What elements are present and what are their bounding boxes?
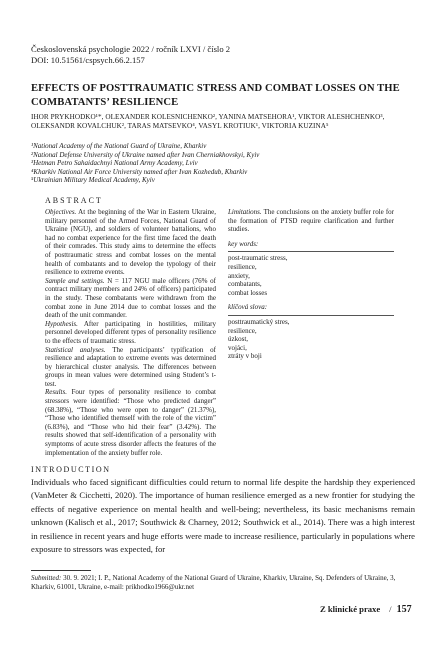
footnote — [31, 574, 421, 592]
keyword: combat losses — [228, 288, 268, 297]
limitations-label: Limitations. — [228, 208, 262, 216]
keyword: resilience, — [228, 262, 257, 271]
doi: DOI: 10.51561/cspsych.66.2.157 — [31, 54, 145, 65]
keyword: ztráty v boji — [228, 352, 262, 361]
affiliation: ³Hetman Petro Sahaidachnyi National Army Academy, Lviv — [31, 159, 198, 168]
keyword: combatants, — [228, 280, 262, 289]
footer-separator: / — [389, 604, 392, 614]
keyword: post-traumatic stress, — [228, 254, 288, 263]
limitations-text: The conclusions on the anxiety buffer role for the formation of PTSD require clarification and further studies. — [228, 208, 394, 234]
affiliation: ²National Defense University of Ukraine named after Ivan Cherniakhovskyi, Kyiv — [31, 150, 260, 159]
results-text: Four types of personality resilience to combat stressors were identified: “Those who predicted danger” (68.38%), “Those who were open to danger” (21.37%), “Those who identified themself with the role of the victim” (6.83%), and “Those who hid their fear” (3.42%). The results showed that self-identification of a personality with symptoms of acute stress disorder affects the features of the implementation of the anxiety buffer role. — [45, 388, 216, 457]
abstract-right-column — [228, 208, 394, 361]
keyword: úzkost, — [228, 335, 249, 344]
objectives-label: Objectives. — [45, 208, 77, 216]
article-title: EFFECTS OF POSTTRAUMATIC STRESS AND COMBAT LOSSES ON THE COMBATANTS’ RESILIENCE — [31, 83, 400, 108]
journal-issue: Československá psychologie 2022 / ročník LXVI / číslo 2 — [31, 44, 231, 54]
statistics-label: Statistical analyses. — [45, 345, 106, 354]
affiliation: ⁵Ukrainian Military Medical Academy, Kyiv — [31, 176, 155, 185]
page-footer — [320, 604, 412, 615]
keyword: vojáci, — [228, 343, 247, 352]
objectives-text: At the beginning of the War in Eastern Ukraine, military personnel of the Armed Forces, National Guard of Ukraine (NGU), and soldiers of volunteer battalions, who had no combat experience for the first time faced the death of their comrades. This study aims to determine the effects of posttraumatic stress and combat losses on the mental health of combatants and to develop the typology of their resilience to extreme events. — [45, 208, 216, 277]
section-name: Z klinické praxe — [320, 604, 381, 614]
abstract-statistics — [45, 346, 216, 389]
sample-text: N = 117 NGU male officers (76% of contract military members and 24% of officers) participated in the study. These combatants were withdrawn from the combat zone in June 2014 due to combat losses and the death of the unit commander. — [45, 276, 216, 320]
abstract-hypothesis — [45, 320, 216, 346]
introduction-heading: INTRODUCTION — [31, 465, 111, 474]
abstract-left-column — [45, 208, 216, 457]
abstract-heading: ABSTRACT — [45, 196, 103, 205]
hypothesis-label: Hypothesis. — [45, 319, 78, 328]
keywords-divider — [228, 315, 394, 316]
affiliations — [31, 142, 421, 185]
keywords-cz-label: klíčová slova: — [228, 303, 268, 312]
keywords-en-label: key words: — [228, 239, 259, 248]
journal-header — [31, 44, 230, 65]
keyword: anxiety, — [228, 271, 250, 280]
keyword: posttraumatický stres, — [228, 317, 290, 326]
abstract-sample — [45, 277, 216, 320]
keywords-cz-list — [228, 318, 394, 361]
affiliation: ⁴Kharkiv National Air Force University named after Ivan Kozhedub, Kharkiv — [31, 167, 248, 176]
footnote-label: Submitted: — [31, 574, 62, 582]
affiliation: ¹National Academy of the National Guard of Ukraine, Kharkiv — [31, 142, 207, 150]
sample-label: Sample and settings. — [45, 276, 105, 285]
keywords-en-list — [228, 254, 394, 297]
page-number: 157 — [396, 604, 412, 615]
abstract-results — [45, 388, 216, 457]
introduction-text: Individuals who faced significant difficulties could return to normal life despite the hardship they experienced (VanMeter & Cicchetti, 2020). The importance of human resilience emerged as a new frontier for studying the effects of negative experience on mental health and well-being; nevertheless, its basic mechanisms remain unknown (Kalisch et al., 2017; Southwick & Charney, 2012; Southwick et al., 2014). There was a high interest in resilience in recent years and huge efforts were made to increase resilience, particularly in populations where exposure to stressors was expected, for — [31, 477, 415, 555]
keyword: resilience, — [228, 326, 257, 335]
hypothesis-text: After participating in hostilities, military personnel developed different types of personality resilience to the effects of traumatic stress. — [45, 319, 216, 345]
results-label: Results. — [45, 388, 67, 397]
statistics-text: The participants’ typification of resilience and adaptation to extreme events was determined by hierarchical cluster analysis. The differences between groups in mean values were determined using Student’s t-test. — [45, 345, 216, 388]
author-list: IHOR PRYKHODKO¹*, OLEXANDER KOLESNICHENKO², YANINA MATSEHORA¹, VIKTOR ALESHCHENKO³, OLEKSANDR KOVALCHUK², TARAS MATSEVKO⁴, VASYL KROTIUK¹, VIKTORIA KUZINA⁵ — [31, 113, 385, 130]
abstract-limitations — [228, 208, 394, 234]
footnote-text: 30. 9. 2021; I. P., National Academy of the National Guard of Ukraine, Kharkiv, Ukraine, Sq. Defenders of Ukraine, 3, Kharkiv, 61001, Ukraine, e-mail: prikhodko1966@ukr.net — [31, 574, 396, 591]
footnote-divider — [31, 570, 91, 571]
keywords-divider — [228, 251, 394, 252]
abstract-objectives — [45, 208, 216, 277]
